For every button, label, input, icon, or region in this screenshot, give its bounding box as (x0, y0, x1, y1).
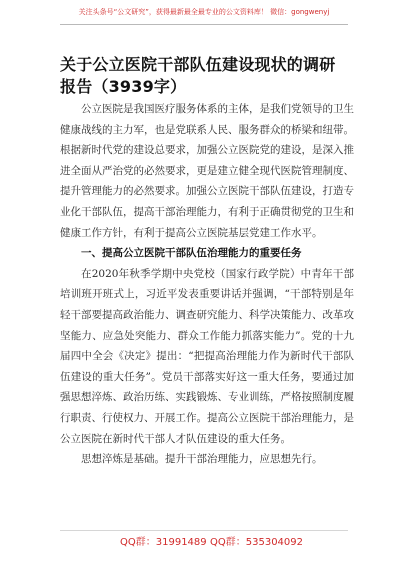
section-heading: 一、提高公立医院干部队伍治理能力的重要任务 (81, 247, 302, 260)
header-divider (60, 24, 348, 25)
document-body (60, 99, 354, 470)
page-footer (60, 533, 348, 549)
footer-divider (60, 530, 348, 531)
qq-group-2: QQ群：535304092 (210, 537, 304, 548)
document-title: 关于公立医院干部队伍建设现状的调研报告（3939字） (60, 55, 336, 96)
section-paragraph: 思想淬炼是基础。提升干部治理能力，应思想先行。 (81, 453, 323, 466)
intro-paragraph: 公立医院是我国医疗服务体系的主体，是我们党领导的卫生健康战线的主力军，也是党联系人民、服务群众的桥梁和纽带。根据新时代党的建设总要求，加强公立医院党的建设，是深入推进全面从严治党的必然要求，更是建立健全现代医院管理制度、提升管理能力的必然要求。加强公立医院干部队伍建设，打造专业化干部队伍，提高干部治理能力，有利于正确贯彻党的卫生和健康工作方针，有利于提高公立医院基层党建工作水平。 (60, 103, 354, 239)
section-paragraph: 在2020年秋季学期中央党校（国家行政学院）中青年干部培训班开班式上，习近平发表重要讲话并强调，“干部特别是年轻干部要提高政治能力、调查研究能力、科学决策能力、改革攻坚能力、应急处突能力、群众工作能力抓落实能力”。党的十九届四中全会《决定》提出：“把提高治理能力作为新时代干部队伍建设的重大任务”。党员干部落实好这一重大任务，要通过加强思想淬炼、政治历练、实践锻炼、专业训练，严格按照制度履行职责、行使权力、开展工作。提高公立医院干部治理能力，是公立医院在新时代干部人才队伍建设的重大任务。 (60, 267, 354, 445)
page-header: 关注头条号“公文研究”，获得最新最全最专业的公文资料库！ 微信：gongwenyj (78, 8, 330, 16)
qq-group-1: QQ群：31991489 (120, 537, 207, 548)
